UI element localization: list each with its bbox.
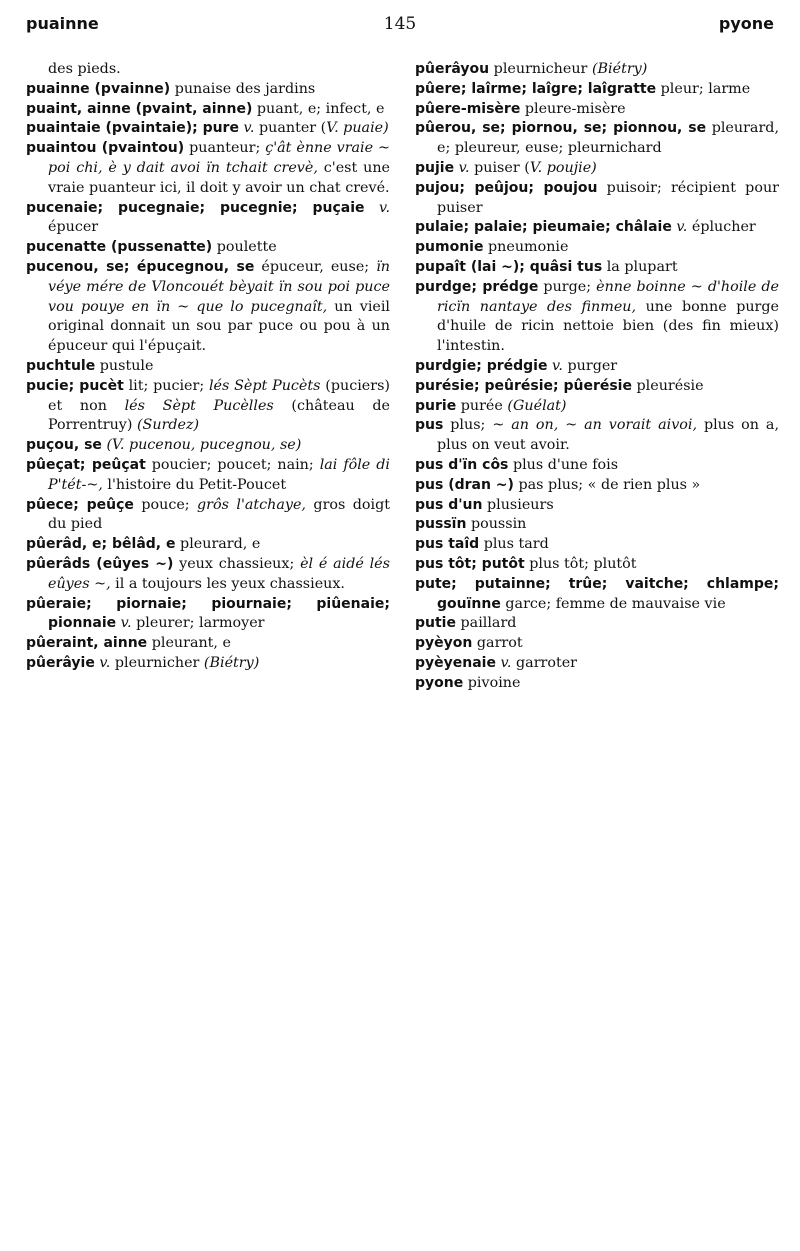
italic-text: (Biétry)	[591, 61, 648, 77]
dictionary-entry	[415, 80, 779, 100]
headword: pumonie	[415, 239, 484, 256]
dictionary-entry	[415, 456, 779, 476]
dictionary-entry	[415, 634, 779, 654]
italic-text: v.	[454, 159, 470, 176]
dictionary-entry	[26, 258, 390, 357]
headword: pucenatte (pussenatte)	[26, 239, 213, 256]
definition-text: puisoir; récipient pour puiser	[437, 179, 779, 216]
italic-text: grôs l'atchaye,	[197, 496, 306, 513]
definition-text: pas plus; « de rien plus »	[513, 476, 701, 493]
headword: pûere-misère	[415, 100, 521, 117]
definition-text: plus tard	[479, 536, 549, 553]
dictionary-entry	[26, 496, 390, 536]
dictionary-entry	[415, 614, 779, 634]
headword: pyèyenaie	[415, 654, 496, 671]
italic-text: èl é aidé lés eûyes ~,	[48, 555, 390, 592]
definition-text: un vieil original donnait un sou par puce ou pou à un épuceur qui l'épuçait.	[48, 298, 390, 355]
page-header	[26, 14, 774, 40]
dictionary-entry	[415, 179, 779, 219]
italic-text: v.	[364, 199, 390, 216]
dictionary-entry	[415, 555, 779, 575]
definition-text: garrot	[472, 635, 523, 652]
dictionary-entry	[415, 119, 779, 159]
dictionary-entry	[26, 535, 390, 555]
italic-text: lés Sèpt Pucèlles	[124, 397, 274, 414]
italic-text: lai fôle di P'tét-~,	[48, 456, 390, 493]
page-number: 145	[383, 14, 417, 34]
headword: pus d'ïn côs	[415, 456, 509, 473]
definition-text: garroter	[511, 654, 578, 671]
headword: purdge; prédge	[415, 278, 539, 295]
headword: pus	[415, 417, 444, 434]
dictionary-entry	[415, 515, 779, 535]
definition-text: plus tôt; plutôt	[524, 555, 637, 572]
dictionary-entry	[415, 60, 779, 80]
headword: pûerâds (eûyes ~)	[26, 555, 174, 572]
italic-text: v.	[495, 654, 512, 671]
headword: pus tôt; putôt	[415, 555, 525, 572]
headword: pûerou, se; piornou, se; pionnou, se	[415, 120, 707, 137]
headword: pucenou, se; épucegnou, se	[26, 258, 255, 275]
headword: pûerâyie	[26, 654, 95, 671]
dictionary-entry	[26, 377, 390, 436]
definition-text: pleur; larme	[656, 80, 751, 97]
left-column	[26, 60, 390, 674]
dictionary-entry	[415, 377, 779, 397]
italic-text: ç'ât ènne vraie ~ poi chi, è y dait avoi ïn tchait crevè,	[48, 140, 391, 176]
definition-text: pleurnicheur	[489, 61, 592, 77]
headword: puchtule	[26, 357, 96, 374]
definition-text: purger	[562, 357, 618, 374]
headword: pûece; peûçe	[26, 496, 134, 513]
definition-text: puant, e; infect, e	[252, 100, 385, 117]
headword: pus taîd	[415, 536, 480, 553]
headword: pujou; peûjou; poujou	[415, 179, 598, 196]
headword: pujie	[415, 159, 455, 176]
italic-text: ïn véye mére de Vloncouét bèyait ïn sou poi puce vou pouye en ïn ~ que lo pucegnaît,	[48, 258, 390, 315]
headword: puaintou (pvaintou)	[26, 140, 185, 157]
dictionary-entry	[415, 238, 779, 258]
definition-text: pleurant, e	[147, 635, 231, 652]
headword: pucenaie; pucegnaie; pucegnie; puçaie	[26, 199, 365, 216]
italic-text: (Biétry)	[203, 654, 260, 671]
definition-text: pleurard, e; pleureur, euse; pleurnichard	[437, 120, 779, 157]
headword: puçou, se	[26, 437, 102, 454]
italic-text: v.	[671, 219, 688, 236]
definition-text: pleurnicher	[110, 654, 204, 671]
header-last-entry: pyone	[718, 14, 774, 33]
italic-text: lés Sèpt Pucèts	[208, 377, 321, 394]
definition-text: plus on a, plus on veut avoir.	[437, 417, 779, 454]
definition-text: pneumonie	[483, 239, 569, 256]
definition-text: pleurard, e	[175, 536, 261, 553]
definition-text: l'histoire du Petit-Poucet	[102, 476, 287, 493]
dictionary-entry	[26, 654, 390, 674]
headword: putie	[415, 615, 456, 632]
italic-text: V. puaie)	[326, 120, 389, 137]
headword: puainne (pvainne)	[26, 80, 171, 97]
dictionary-entry	[26, 100, 390, 120]
definition-text: paillard	[455, 615, 517, 632]
definition-text: plus;	[443, 417, 493, 434]
headword: pus (dran ~)	[415, 476, 514, 493]
dictionary-entry	[415, 674, 779, 694]
dictionary-entry	[26, 357, 390, 377]
headword: pucie; pucèt	[26, 377, 124, 394]
italic-text: (Guélat)	[507, 397, 567, 414]
dictionary-entry	[415, 159, 779, 179]
headword: pûerâd, e; bêlâd, e	[26, 536, 176, 553]
italic-text: (V. pucenou, pucegnou, se)	[101, 437, 302, 454]
dictionary-entry	[26, 60, 390, 80]
definition-text: la plupart	[602, 258, 678, 275]
headword: pussïn	[415, 516, 467, 533]
dictionary-entry	[415, 575, 779, 615]
headword: pyèyon	[415, 635, 473, 652]
dictionary-entry	[26, 80, 390, 100]
italic-text: ~ an on, ~ an vorait aivoi,	[492, 417, 698, 434]
definition-text: lit; pucier;	[123, 377, 209, 394]
headword: purie	[415, 397, 457, 414]
headword: pûeraie; piornaie; piournaie; piûenaie; pionnaie	[26, 595, 390, 632]
definition-text: yeux chassieux;	[173, 555, 301, 572]
definition-text: pivoine	[463, 674, 521, 691]
headword: purdgie; prédgie	[415, 357, 548, 374]
italic-text: v.	[116, 615, 132, 632]
definition-text: purée	[456, 397, 508, 414]
italic-text: v.	[547, 357, 563, 374]
dictionary-entry	[26, 634, 390, 654]
dictionary-entry	[26, 139, 390, 198]
dictionary-entry	[26, 436, 390, 456]
dictionary-entry	[415, 357, 779, 377]
definition-text: (puciers) et non	[48, 377, 390, 414]
right-column	[415, 60, 779, 694]
definition-text: puiser (	[469, 159, 530, 176]
headword: pulaie; palaie; pieumaie; châlaie	[415, 219, 672, 236]
headword: pûere; laîrme; laîgre; laîgratte	[415, 80, 657, 97]
definition-text: pleure-misère	[520, 100, 626, 117]
headword: pûeraint, ainne	[26, 635, 148, 652]
italic-text: ènne boinne ~ d'hoile de ricïn nantaye des finmeu,	[437, 278, 779, 315]
dictionary-entry	[26, 199, 390, 239]
dictionary-entry	[415, 258, 779, 278]
definition-text: pleurésie	[631, 377, 704, 394]
definition-text: plus d'une fois	[508, 456, 619, 473]
italic-text: v.	[238, 120, 255, 137]
definition-text: puanteur;	[184, 140, 266, 157]
definition-text: pleurer; larmoyer	[131, 615, 265, 632]
dictionary-entry	[415, 397, 779, 417]
headword: purésie; peûrésie; pûerésie	[415, 377, 632, 394]
definition-text: c'est une vraie puanteur ici, il doit y avoir un chat crevé.	[48, 159, 390, 196]
headword: pûeçat; peûçat	[26, 456, 146, 473]
italic-text: (Surdez)	[136, 417, 200, 434]
definition-text: plusieurs	[482, 496, 554, 513]
definition-text: pustule	[95, 357, 154, 374]
definition-text: une bonne purge d'huile de ricin nettoie bien (des fin mieux) l'intestin.	[437, 298, 779, 355]
headword: pyone	[415, 674, 464, 691]
definition-text: épucer	[48, 219, 99, 236]
headword: puaintaie (pvaintaie); pure	[26, 120, 239, 137]
dictionary-entry	[415, 218, 779, 238]
headword: pûerâyou	[415, 61, 490, 77]
dictionary-entry	[26, 595, 390, 635]
dictionary-entry	[26, 119, 390, 139]
definition-text: garce; femme de mauvaise vie	[500, 595, 726, 612]
headword: pupaît (lai ~); quâsi tus	[415, 258, 603, 275]
headword: pus d'un	[415, 496, 483, 513]
dictionary-entry	[26, 456, 390, 496]
definition-text: puanter (	[254, 120, 327, 137]
dictionary-entry	[26, 555, 390, 595]
definition-text: pouce;	[133, 496, 198, 513]
definition-text: punaise des jardins	[170, 80, 316, 97]
dictionary-entry	[415, 496, 779, 516]
dictionary-entry	[415, 476, 779, 496]
definition-text: épuceur, euse;	[254, 258, 377, 275]
definition-text: poucier; poucet; nain;	[145, 456, 320, 473]
headword: puaint, ainne (pvaint, ainne)	[26, 100, 253, 117]
definition-text: éplucher	[687, 219, 756, 236]
dictionary-entry	[415, 100, 779, 120]
definition-text: gros doigt du pied	[48, 496, 390, 533]
italic-text: V. poujie)	[529, 159, 597, 176]
definition-text: poussin	[466, 516, 527, 533]
definition-text: poulette	[212, 239, 277, 256]
definition-text: (château de Porrentruy)	[48, 397, 390, 434]
headword: pute; putainne; trûe; vaitche; chlampe; gouïnne	[415, 575, 779, 612]
dictionary-entry	[415, 278, 779, 357]
definition-text: purge;	[538, 278, 597, 295]
definition-text: il a toujours les yeux chassieux.	[110, 575, 345, 592]
italic-text: v.	[94, 654, 111, 671]
dictionary-entry	[26, 238, 390, 258]
dictionary-entry	[415, 535, 779, 555]
definition-text: des pieds.	[48, 61, 121, 77]
dictionary-entry	[415, 416, 779, 456]
header-first-entry: puainne	[26, 14, 99, 33]
dictionary-entry	[415, 654, 779, 674]
